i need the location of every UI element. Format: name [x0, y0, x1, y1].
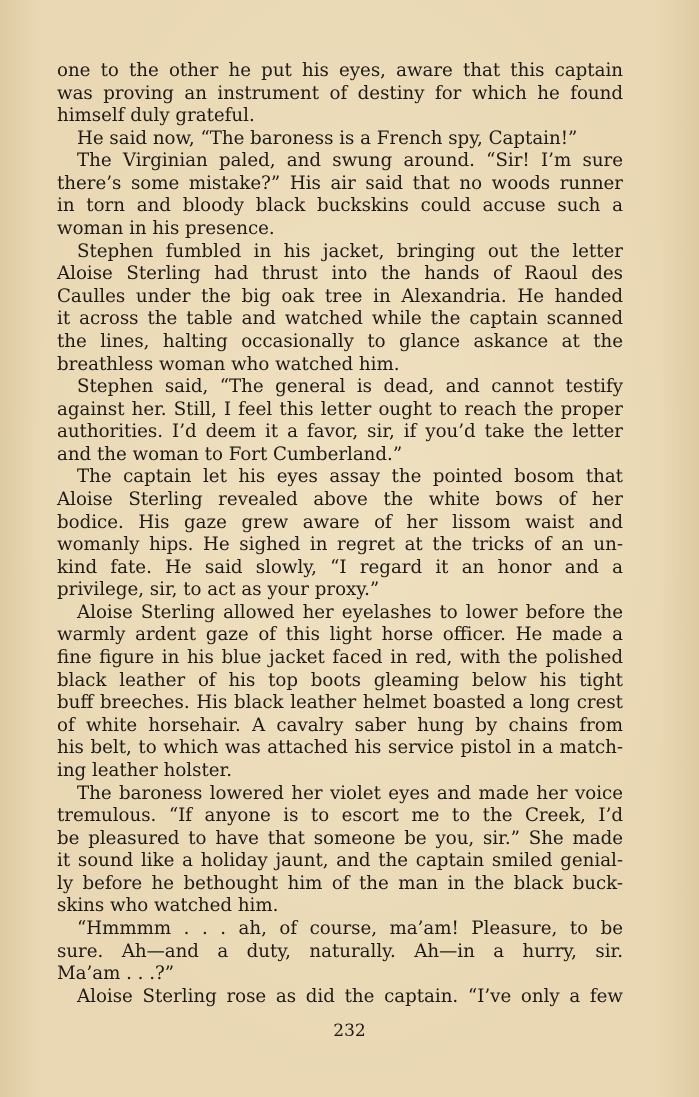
text-line: The Virginian paled, and swung around. “Sir! I’m sure — [77, 150, 623, 172]
text-line: tremulous. “If anyone is to escort me to the Creek, I’d — [57, 805, 623, 827]
text-line: was proving an instrument of destiny for which he found — [57, 82, 623, 104]
text-line: one to the other he put his eyes, aware that this captain — [57, 60, 623, 81]
text-line: his belt, to which was attached his service pistol in a match- — [57, 737, 623, 759]
text-line: The captain let his eyes assay the pointed bosom that — [77, 466, 623, 488]
text-line: Ma’am . . .?” — [57, 963, 175, 985]
text-line: womanly hips. He sighed in regret at the tricks of an un- — [57, 534, 623, 556]
text-line: buff breeches. His black leather helmet boasted a long crest — [57, 692, 623, 714]
text-line: there’s some mistake?” His air said that no woods runner — [57, 172, 623, 194]
text-line: skins who watched him. — [57, 895, 279, 917]
text-line: in torn and bloody black buckskins could accuse such a — [57, 195, 623, 217]
text-line: be pleasured to have that someone be you, sir.” She made — [57, 827, 623, 849]
page-number: 232 — [333, 1021, 366, 1041]
text-line: Stephen fumbled in his jacket, bringing out the letter — [77, 240, 623, 262]
body-text — [57, 60, 623, 1008]
text-line: of white horsehair. A cavalry saber hung by chains from — [57, 714, 623, 736]
text-line: authorities. I’d deem it a favor, sir, if you’d take the letter — [57, 421, 623, 443]
text-line: privilege, sir, to act as your proxy.” — [57, 579, 380, 601]
text-line: black leather of his top boots gleaming below his tight — [57, 669, 623, 691]
text-line: Aloise Sterling allowed her eyelashes to lower before the — [77, 601, 623, 623]
text-line: warmly ardent gaze of this light horse officer. He made a — [57, 624, 623, 646]
text-line: and the woman to Fort Cumberland.” — [57, 443, 403, 465]
text-line: Aloise Sterling rose as did the captain. “I’ve only a few — [77, 985, 623, 1007]
text-line: bodice. His gaze grew aware of her lissom waist and — [57, 511, 623, 533]
text-line: ing leather holster. — [57, 759, 233, 781]
text-line: himself duly grateful. — [57, 105, 255, 127]
text-line: Stephen said, “The general is dead, and cannot testify — [77, 376, 623, 398]
text-line: it across the table and watched while the captain scanned — [57, 308, 623, 330]
text-line: He said now, “The baroness is a French spy, Captain!” — [77, 127, 578, 149]
text-line: woman in his presence. — [57, 218, 275, 240]
text-line: Caulles under the big oak tree in Alexandria. He handed — [57, 285, 623, 307]
text-line: fine figure in his blue jacket faced in red, with the polished — [57, 647, 623, 669]
text-line: The baroness lowered her violet eyes and made her voice — [77, 782, 623, 804]
text-line: kind fate. He said slowly, “I regard it an honor and a — [57, 556, 623, 578]
text-line: “Hmmmm . . . ah, of course, ma’am! Pleasure, to be — [77, 917, 623, 939]
text-line: Aloise Sterling had thrust into the hands of Raoul des — [57, 263, 623, 285]
text-line: against her. Still, I feel this letter ought to reach the proper — [57, 398, 623, 420]
text-line: ly before he bethought him of the man in the black buck- — [57, 872, 623, 894]
text-line: sure. Ah—and a duty, naturally. Ah—in a hurry, sir. — [57, 940, 623, 962]
text-line: the lines, halting occasionally to glance askance at the — [57, 330, 623, 352]
text-line: breathless woman who watched him. — [57, 353, 400, 375]
text-line: Aloise Sterling revealed above the white bows of her — [57, 488, 623, 510]
text-line: it sound like a holiday jaunt, and the captain smiled genial- — [57, 850, 623, 872]
